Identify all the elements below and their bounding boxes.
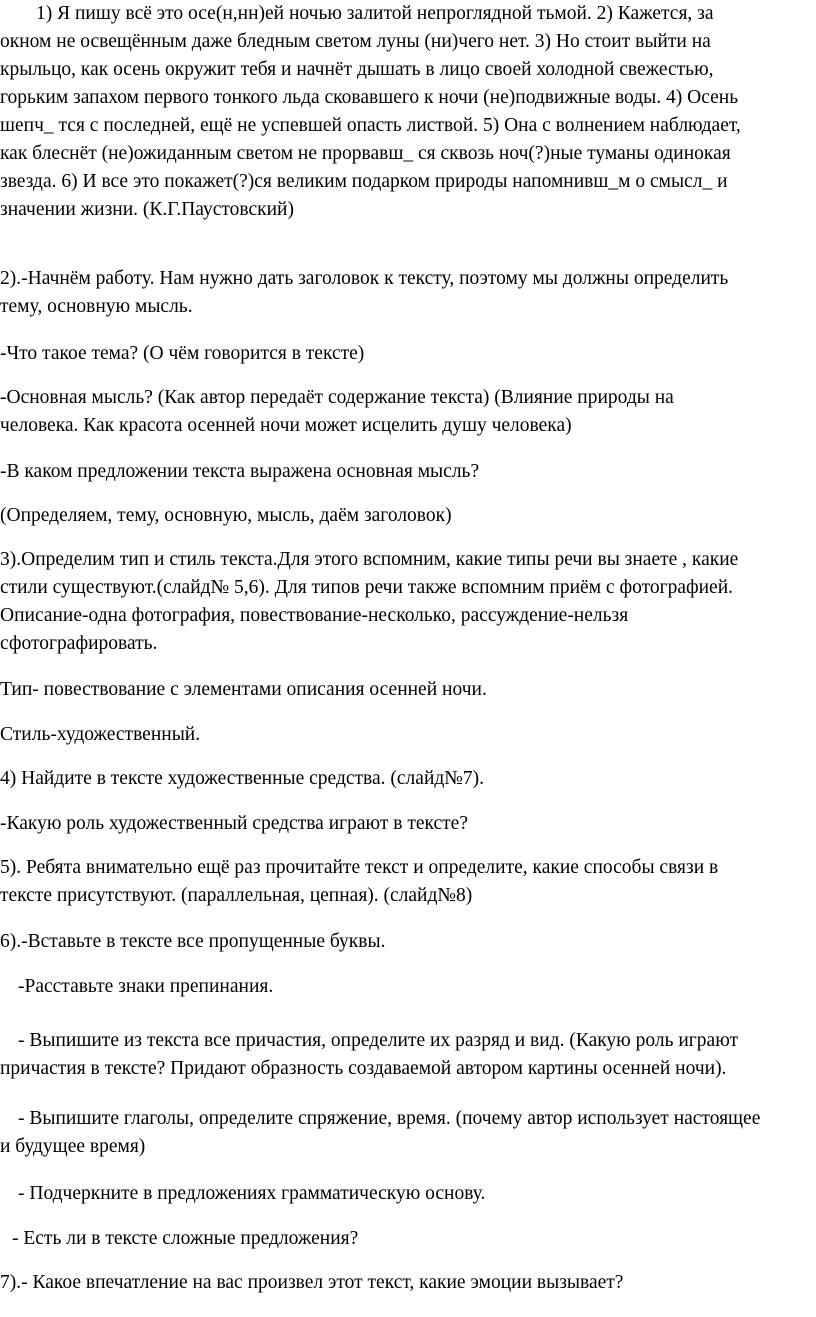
section-6: 6).-Вставьте в тексте все пропущенные буквы.	[0, 931, 386, 952]
question-role: -Какую роль художественный средства играют в тексте?	[0, 813, 468, 834]
main-idea-paragraph	[0, 384, 816, 440]
section-7: 7).- Какое впечатление на вас произвел этот текст, какие эмоции вызывает?	[0, 1272, 624, 1293]
section-3-paragraph	[0, 546, 816, 658]
intro-line: значении жизни. (К.Г.Паустовский)	[0, 199, 294, 220]
task-verbs-line: и будущее время)	[0, 1136, 146, 1157]
section-2-line: 2).-Начнём работу. Нам нужно дать заголовок к тексту, поэтому мы должны определить	[0, 268, 729, 289]
section-2-paragraph	[0, 265, 816, 321]
intro-line: крыльцо, как осень окружит тебя и начнёт дышать в лицо своей холодной свежестью,	[0, 59, 714, 80]
section-5-paragraph	[0, 854, 816, 910]
section-3-line: Описание-одна фотография, повествование-несколько, рассуждение-нельзя	[0, 605, 629, 626]
section-5-line: 5). Ребята внимательно ещё раз прочитайте текст и определите, какие способы связи в	[0, 857, 719, 878]
question-theme: -Что такое тема? (О чём говорится в тексте)	[0, 343, 365, 364]
section-4: 4) Найдите в тексте художественные средства. (слайд№7).	[0, 768, 485, 789]
task-underline: - Подчеркните в предложениях грамматическую основу.	[18, 1183, 486, 1204]
section-3-line: 3).Определим тип и стиль текста.Для этого вспомним, какие типы речи вы знаете , какие	[0, 549, 739, 570]
main-idea-line: человека. Как красота осенней ночи может исцелить душу человека)	[0, 415, 572, 436]
task-verbs-line: - Выпишите глаголы, определите спряжение, время. (почему автор использует настоящее	[18, 1108, 761, 1129]
intro-line: как блеснёт (не)ожиданным светом не прорвавш_ ся сквозь ноч(?)ные туманы одинокая	[0, 143, 731, 164]
task-complex: - Есть ли в тексте сложные предложения?	[12, 1228, 359, 1249]
section-2-line: тему, основную мысль.	[0, 296, 193, 317]
section-5-line: тексте присутствуют. (параллельная, цепная). (слайд№8)	[0, 885, 473, 906]
title-step: (Определяем, тему, основную, мысль, даём заголовок)	[0, 505, 452, 526]
section-3-line: стили существуют.(слайд№ 5,6). Для типов речи также вспомним приём с фотографией.	[0, 577, 734, 598]
task-participles-line: причастия в тексте? Придают образность создаваемой автором картины осенней ночи).	[0, 1058, 727, 1079]
intro-line: окном не освещённым даже бледным светом луны (ни)чего нет. 3) Но стоит выйти на	[0, 31, 711, 52]
main-idea-line: -Основная мысль? (Как автор передаёт содержание текста) (Влияние природы на	[0, 387, 674, 408]
intro-paragraph	[0, 0, 816, 224]
text-style: Стиль-художественный.	[0, 724, 201, 745]
task-verbs-paragraph	[0, 1105, 816, 1161]
intro-line: 1) Я пишу всё это осе(н,нн)ей ночью залитой непроглядной тьмой. 2) Кажется, за	[36, 3, 714, 24]
text-type: Тип- повествование с элементами описания осенней ночи.	[0, 679, 487, 700]
intro-line: шепч_ тся с последней, ещё не успевшей опасть листвой. 5) Она с волнением наблюдает,	[0, 115, 741, 136]
task-participles-paragraph	[0, 1027, 816, 1083]
task-participles-line: - Выпишите из текста все причастия, определите их разряд и вид. (Какую роль играют	[18, 1030, 739, 1051]
intro-line: звезда. 6) И все это покажет(?)ся великим подарком природы напомнивш_м о смысл_ и	[0, 171, 728, 192]
section-3-line: сфотографировать.	[0, 633, 158, 654]
intro-line: горьким запахом первого тонкого льда сковавшего к ночи (не)подвижные воды. 4) Осень	[0, 87, 739, 108]
question-sentence: -В каком предложении текста выражена основная мысль?	[0, 461, 480, 482]
task-punctuation: -Расставьте знаки препинания.	[18, 976, 274, 997]
